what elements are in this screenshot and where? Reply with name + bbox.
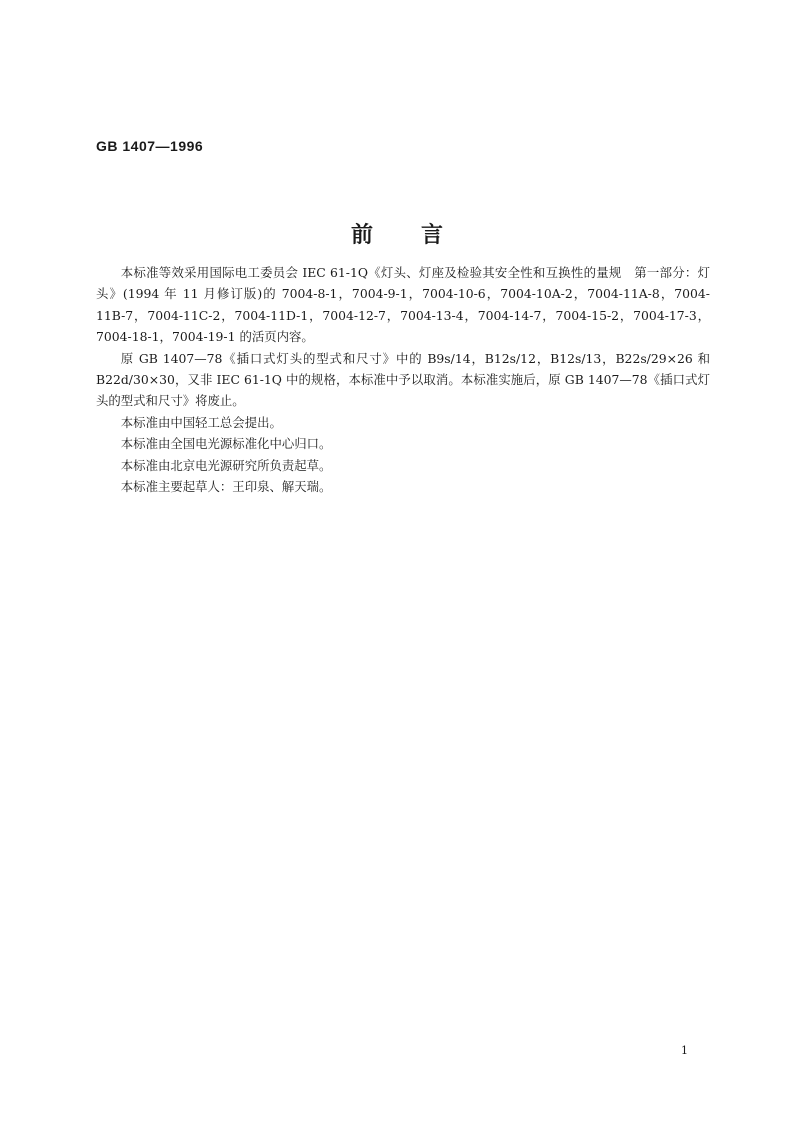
title-char-1: 前 [350,223,373,248]
paragraph-adoption: 本标准等效采用国际电工委员会 IEC 61-1Q《灯头、灯座及检验其安全性和互换性的量规 第一部分：灯头》(1994 年 11 月修订版)的 7004-8-1，7004-9-1，7004-10-6，7004-10A-2，7004-11A-8，7004-11B-7，7004-11C-2，7004-11D-1，7004-12-7，7004-13-4，7004-14-7，7004-15-2，7004-17-3，7004-18-1，7004-19-1 的活页内容。 [96,265,710,345]
paragraph-centralized-by: 本标准由全国电光源标准化中心归口。 [120,436,332,452]
page-number: 1 [681,1044,688,1057]
title-char-2: 言 [421,223,444,248]
page-title [0,218,794,249]
preface-body [96,262,710,497]
paragraph-proposed-by: 本标准由中国轻工总会提出。 [120,414,282,430]
standard-code: GB 1407—1996 [96,138,204,154]
paragraph-drafters: 本标准主要起草人：王印泉、解天瑞。 [120,479,332,495]
paragraph-drafted-by: 本标准由北京电光源研究所负责起草。 [120,457,332,473]
paragraph-cancellation: 原 GB 1407—78《插口式灯头的型式和尺寸》中的 B9s/14，B12s/12，B12s/13，B22s/29×26 和 B22d/30×30，又非 IEC 61-1Q 中的规格，本标准中予以取消。本标准实施后，原 GB 1407—78《插口式灯头的型式和尺寸》将废止。 [96,350,710,409]
